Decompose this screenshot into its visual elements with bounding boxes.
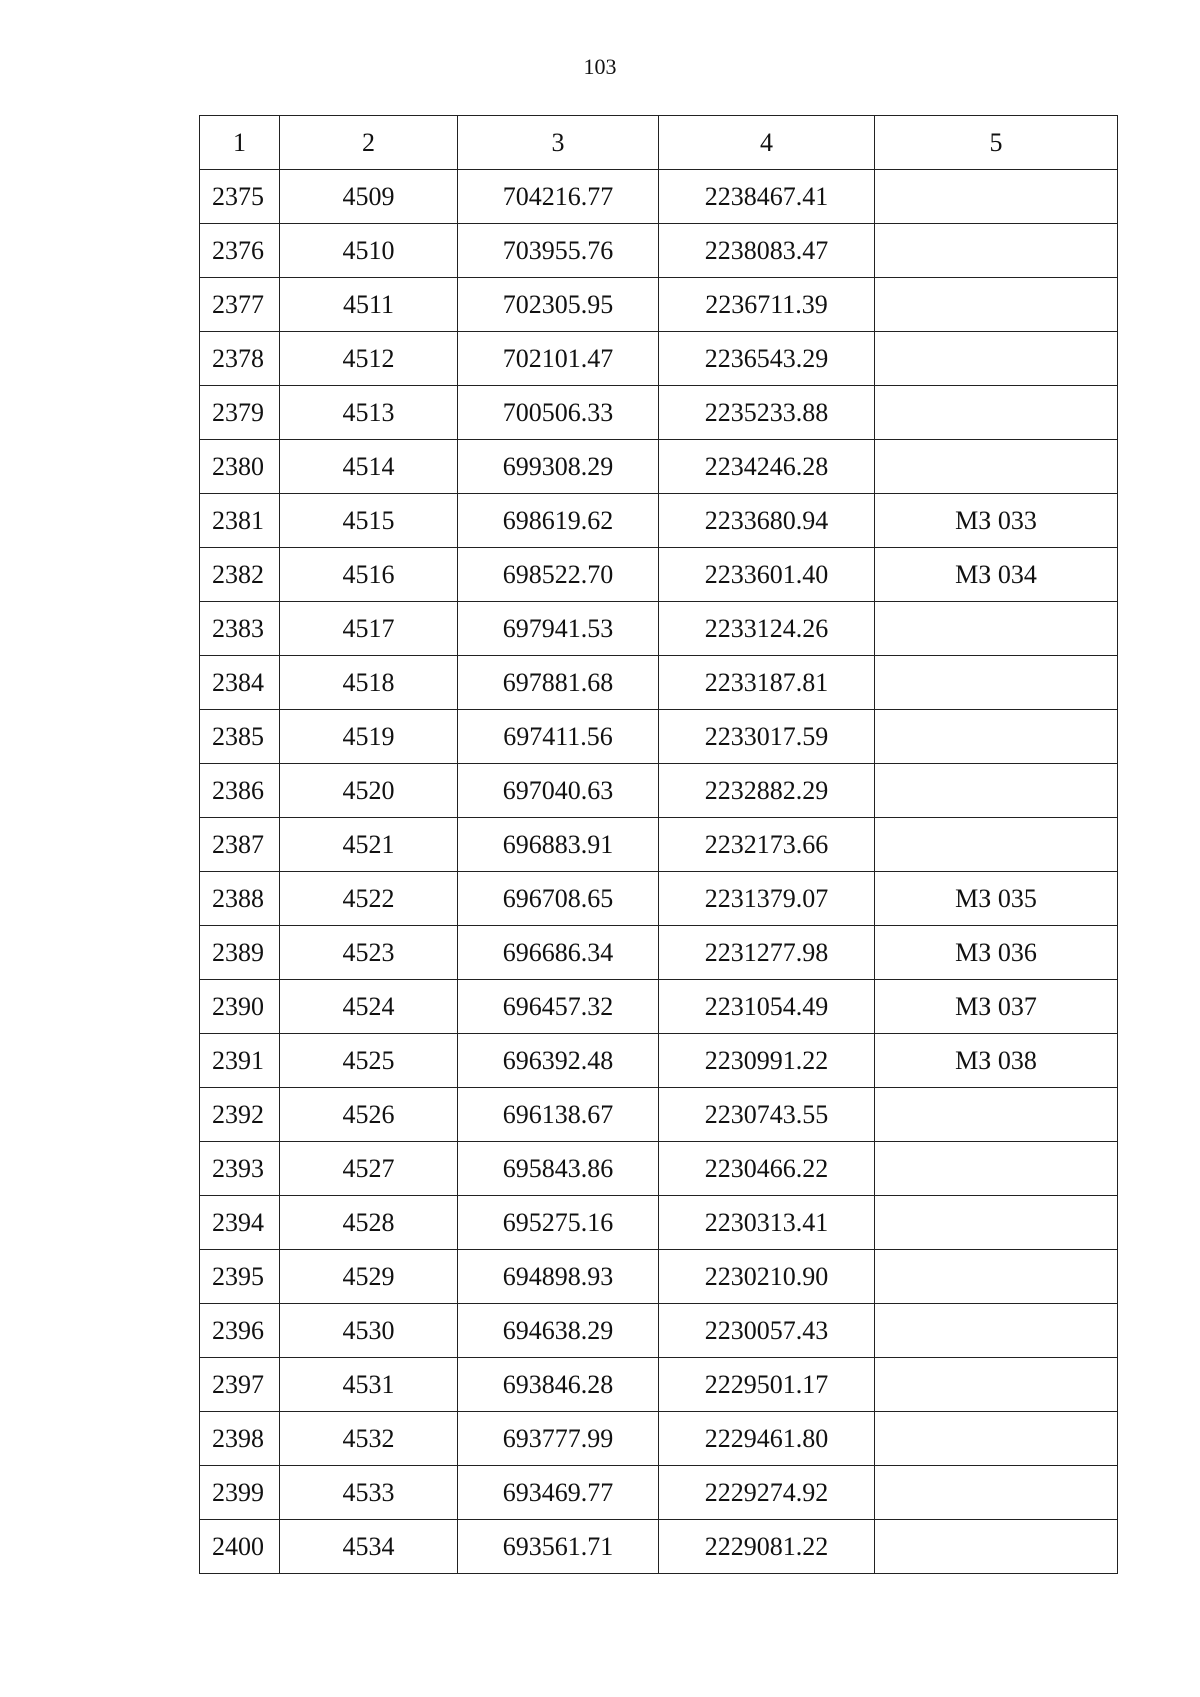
point-number-cell: 4530 <box>280 1304 458 1358</box>
x-coordinate-cell: 696883.91 <box>458 818 659 872</box>
x-coordinate-cell: 702305.95 <box>458 278 659 332</box>
row-number-cell: 2380 <box>200 440 280 494</box>
table-row <box>200 1466 1118 1520</box>
x-coordinate-cell: 693846.28 <box>458 1358 659 1412</box>
x-coordinate-cell: 697040.63 <box>458 764 659 818</box>
page-number: 103 <box>583 54 617 79</box>
row-number-cell: 2391 <box>200 1034 280 1088</box>
table-body <box>200 116 1118 1574</box>
x-coordinate-cell: 698619.62 <box>458 494 659 548</box>
y-coordinate-cell: 2230743.55 <box>659 1088 875 1142</box>
y-coordinate-cell: 2233187.81 <box>659 656 875 710</box>
row-number-cell: 2384 <box>200 656 280 710</box>
table-row <box>200 926 1118 980</box>
x-coordinate-cell: 704216.77 <box>458 170 659 224</box>
note-cell <box>875 602 1118 656</box>
y-coordinate-cell: 2230313.41 <box>659 1196 875 1250</box>
row-number-cell: 2388 <box>200 872 280 926</box>
y-coordinate-cell: 2230991.22 <box>659 1034 875 1088</box>
y-coordinate-cell: 2233601.40 <box>659 548 875 602</box>
y-coordinate-cell: 2231054.49 <box>659 980 875 1034</box>
point-number-cell: 4518 <box>280 656 458 710</box>
note-cell <box>875 818 1118 872</box>
y-coordinate-cell: 2230057.43 <box>659 1304 875 1358</box>
note-cell <box>875 1466 1118 1520</box>
table-row <box>200 170 1118 224</box>
note-cell: МЗ 036 <box>875 926 1118 980</box>
y-coordinate-cell: 2232173.66 <box>659 818 875 872</box>
y-coordinate-cell: 2236543.29 <box>659 332 875 386</box>
table-row <box>200 1088 1118 1142</box>
table-header-row <box>200 116 1118 170</box>
point-number-cell: 4517 <box>280 602 458 656</box>
table-row <box>200 1304 1118 1358</box>
point-number-cell: 4515 <box>280 494 458 548</box>
row-number-cell: 2399 <box>200 1466 280 1520</box>
point-number-cell: 4531 <box>280 1358 458 1412</box>
table-row <box>200 656 1118 710</box>
row-number-cell: 2398 <box>200 1412 280 1466</box>
row-number-cell: 2385 <box>200 710 280 764</box>
row-number-cell: 2394 <box>200 1196 280 1250</box>
column-header-1: 1 <box>200 116 280 170</box>
row-number-cell: 2376 <box>200 224 280 278</box>
x-coordinate-cell: 696686.34 <box>458 926 659 980</box>
point-number-cell: 4510 <box>280 224 458 278</box>
column-header-4: 4 <box>659 116 875 170</box>
point-number-cell: 4523 <box>280 926 458 980</box>
y-coordinate-cell: 2236711.39 <box>659 278 875 332</box>
row-number-cell: 2382 <box>200 548 280 602</box>
point-number-cell: 4519 <box>280 710 458 764</box>
x-coordinate-cell: 702101.47 <box>458 332 659 386</box>
point-number-cell: 4520 <box>280 764 458 818</box>
note-cell <box>875 332 1118 386</box>
x-coordinate-cell: 697881.68 <box>458 656 659 710</box>
point-number-cell: 4533 <box>280 1466 458 1520</box>
x-coordinate-cell: 699308.29 <box>458 440 659 494</box>
table-row <box>200 1412 1118 1466</box>
point-number-cell: 4509 <box>280 170 458 224</box>
point-number-cell: 4521 <box>280 818 458 872</box>
note-cell <box>875 1142 1118 1196</box>
note-cell <box>875 1304 1118 1358</box>
y-coordinate-cell: 2233680.94 <box>659 494 875 548</box>
note-cell <box>875 278 1118 332</box>
row-number-cell: 2383 <box>200 602 280 656</box>
y-coordinate-cell: 2232882.29 <box>659 764 875 818</box>
point-number-cell: 4511 <box>280 278 458 332</box>
column-header-5: 5 <box>875 116 1118 170</box>
row-number-cell: 2395 <box>200 1250 280 1304</box>
x-coordinate-cell: 697411.56 <box>458 710 659 764</box>
point-number-cell: 4513 <box>280 386 458 440</box>
note-cell <box>875 224 1118 278</box>
table-row <box>200 494 1118 548</box>
point-number-cell: 4534 <box>280 1520 458 1574</box>
y-coordinate-cell: 2229081.22 <box>659 1520 875 1574</box>
point-number-cell: 4512 <box>280 332 458 386</box>
note-cell: МЗ 038 <box>875 1034 1118 1088</box>
row-number-cell: 2379 <box>200 386 280 440</box>
x-coordinate-cell: 693469.77 <box>458 1466 659 1520</box>
x-coordinate-cell: 696457.32 <box>458 980 659 1034</box>
row-number-cell: 2386 <box>200 764 280 818</box>
note-cell <box>875 1358 1118 1412</box>
table-row <box>200 872 1118 926</box>
y-coordinate-cell: 2230466.22 <box>659 1142 875 1196</box>
y-coordinate-cell: 2235233.88 <box>659 386 875 440</box>
table-row <box>200 278 1118 332</box>
point-number-cell: 4514 <box>280 440 458 494</box>
note-cell <box>875 1088 1118 1142</box>
x-coordinate-cell: 696138.67 <box>458 1088 659 1142</box>
table-row <box>200 1196 1118 1250</box>
table-row <box>200 818 1118 872</box>
point-number-cell: 4529 <box>280 1250 458 1304</box>
x-coordinate-cell: 694898.93 <box>458 1250 659 1304</box>
note-cell <box>875 1250 1118 1304</box>
point-number-cell: 4525 <box>280 1034 458 1088</box>
x-coordinate-cell: 696392.48 <box>458 1034 659 1088</box>
row-number-cell: 2378 <box>200 332 280 386</box>
point-number-cell: 4532 <box>280 1412 458 1466</box>
note-cell <box>875 764 1118 818</box>
row-number-cell: 2397 <box>200 1358 280 1412</box>
note-cell <box>875 170 1118 224</box>
y-coordinate-cell: 2229501.17 <box>659 1358 875 1412</box>
y-coordinate-cell: 2233124.26 <box>659 602 875 656</box>
table-row <box>200 440 1118 494</box>
point-number-cell: 4522 <box>280 872 458 926</box>
y-coordinate-cell: 2238083.47 <box>659 224 875 278</box>
x-coordinate-cell: 703955.76 <box>458 224 659 278</box>
y-coordinate-cell: 2230210.90 <box>659 1250 875 1304</box>
y-coordinate-cell: 2238467.41 <box>659 170 875 224</box>
table-row <box>200 602 1118 656</box>
row-number-cell: 2389 <box>200 926 280 980</box>
x-coordinate-cell: 695275.16 <box>458 1196 659 1250</box>
x-coordinate-cell: 698522.70 <box>458 548 659 602</box>
y-coordinate-cell: 2234246.28 <box>659 440 875 494</box>
row-number-cell: 2377 <box>200 278 280 332</box>
row-number-cell: 2387 <box>200 818 280 872</box>
table-row <box>200 548 1118 602</box>
point-number-cell: 4524 <box>280 980 458 1034</box>
table-row <box>200 332 1118 386</box>
row-number-cell: 2392 <box>200 1088 280 1142</box>
note-cell: МЗ 037 <box>875 980 1118 1034</box>
note-cell: МЗ 035 <box>875 872 1118 926</box>
column-header-3: 3 <box>458 116 659 170</box>
coordinates-table <box>199 115 1118 1574</box>
point-number-cell: 4528 <box>280 1196 458 1250</box>
x-coordinate-cell: 694638.29 <box>458 1304 659 1358</box>
row-number-cell: 2396 <box>200 1304 280 1358</box>
row-number-cell: 2390 <box>200 980 280 1034</box>
y-coordinate-cell: 2233017.59 <box>659 710 875 764</box>
note-cell <box>875 1412 1118 1466</box>
point-number-cell: 4527 <box>280 1142 458 1196</box>
table-row <box>200 1142 1118 1196</box>
point-number-cell: 4516 <box>280 548 458 602</box>
table-row <box>200 1034 1118 1088</box>
row-number-cell: 2400 <box>200 1520 280 1574</box>
note-cell <box>875 1196 1118 1250</box>
table-row <box>200 980 1118 1034</box>
note-cell: МЗ 034 <box>875 548 1118 602</box>
row-number-cell: 2381 <box>200 494 280 548</box>
y-coordinate-cell: 2231379.07 <box>659 872 875 926</box>
x-coordinate-cell: 696708.65 <box>458 872 659 926</box>
x-coordinate-cell: 700506.33 <box>458 386 659 440</box>
table-row <box>200 1358 1118 1412</box>
note-cell <box>875 656 1118 710</box>
table-row <box>200 710 1118 764</box>
y-coordinate-cell: 2231277.98 <box>659 926 875 980</box>
x-coordinate-cell: 695843.86 <box>458 1142 659 1196</box>
table-row <box>200 1520 1118 1574</box>
point-number-cell: 4526 <box>280 1088 458 1142</box>
note-cell: МЗ 033 <box>875 494 1118 548</box>
note-cell <box>875 386 1118 440</box>
x-coordinate-cell: 693561.71 <box>458 1520 659 1574</box>
table-row <box>200 224 1118 278</box>
y-coordinate-cell: 2229461.80 <box>659 1412 875 1466</box>
table-row <box>200 386 1118 440</box>
x-coordinate-cell: 697941.53 <box>458 602 659 656</box>
table-row <box>200 1250 1118 1304</box>
y-coordinate-cell: 2229274.92 <box>659 1466 875 1520</box>
note-cell <box>875 710 1118 764</box>
row-number-cell: 2393 <box>200 1142 280 1196</box>
table-row <box>200 764 1118 818</box>
column-header-2: 2 <box>280 116 458 170</box>
x-coordinate-cell: 693777.99 <box>458 1412 659 1466</box>
row-number-cell: 2375 <box>200 170 280 224</box>
note-cell <box>875 440 1118 494</box>
note-cell <box>875 1520 1118 1574</box>
